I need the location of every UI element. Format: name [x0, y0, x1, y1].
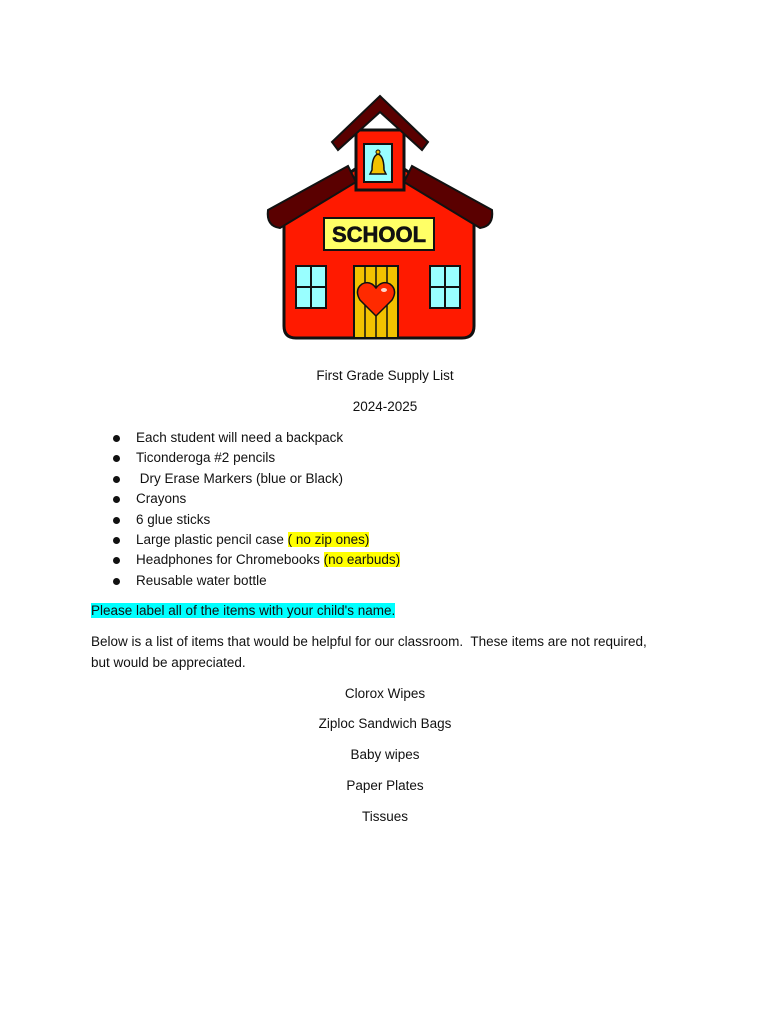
list-item: Large plastic pencil case ( no zip ones) — [108, 530, 400, 550]
highlighted-note: (no earbuds) — [323, 552, 401, 568]
label-note: Please label all of the items with your child's name. — [91, 603, 396, 618]
bullet-icon — [113, 476, 120, 483]
right-window-icon — [430, 266, 460, 308]
bullet-icon — [113, 517, 120, 524]
bullet-icon — [113, 557, 120, 564]
bullet-icon — [113, 537, 120, 544]
optional-item: Baby wipes — [350, 747, 420, 762]
optional-item: Ziploc Sandwich Bags — [318, 716, 452, 731]
label-note-paragraph — [91, 601, 691, 622]
left-window-icon — [296, 266, 326, 308]
optional-item: Paper Plates — [346, 778, 424, 793]
bullet-icon — [113, 496, 120, 503]
school-sign-text: SCHOOL — [331, 222, 427, 247]
optional-item: Clorox Wipes — [344, 686, 426, 701]
list-item: Each student will need a backpack — [108, 428, 400, 448]
document-title: First Grade Supply List — [316, 368, 454, 383]
list-item: Dry Erase Markers (blue or Black) — [108, 469, 400, 489]
list-item: 6 glue sticks — [108, 510, 400, 530]
list-item: Ticonderoga #2 pencils — [108, 448, 400, 468]
helpful-items-intro: Below is a list of items that would be helpful for our classroom. These items are not required, but would be appreciated. — [91, 634, 647, 670]
highlighted-note: ( no zip ones) — [287, 531, 370, 547]
bullet-icon — [113, 578, 120, 585]
schoolhouse-illustration — [262, 90, 498, 346]
list-item: Headphones for Chromebooks (no earbuds) — [108, 550, 400, 570]
supply-list — [108, 428, 400, 591]
optional-item: Tissues — [361, 809, 408, 824]
bullet-icon — [113, 435, 120, 442]
bullet-icon — [113, 455, 120, 462]
list-item: Reusable water bottle — [108, 571, 400, 591]
school-year: 2024-2025 — [352, 399, 418, 414]
list-item: Crayons — [108, 489, 400, 509]
